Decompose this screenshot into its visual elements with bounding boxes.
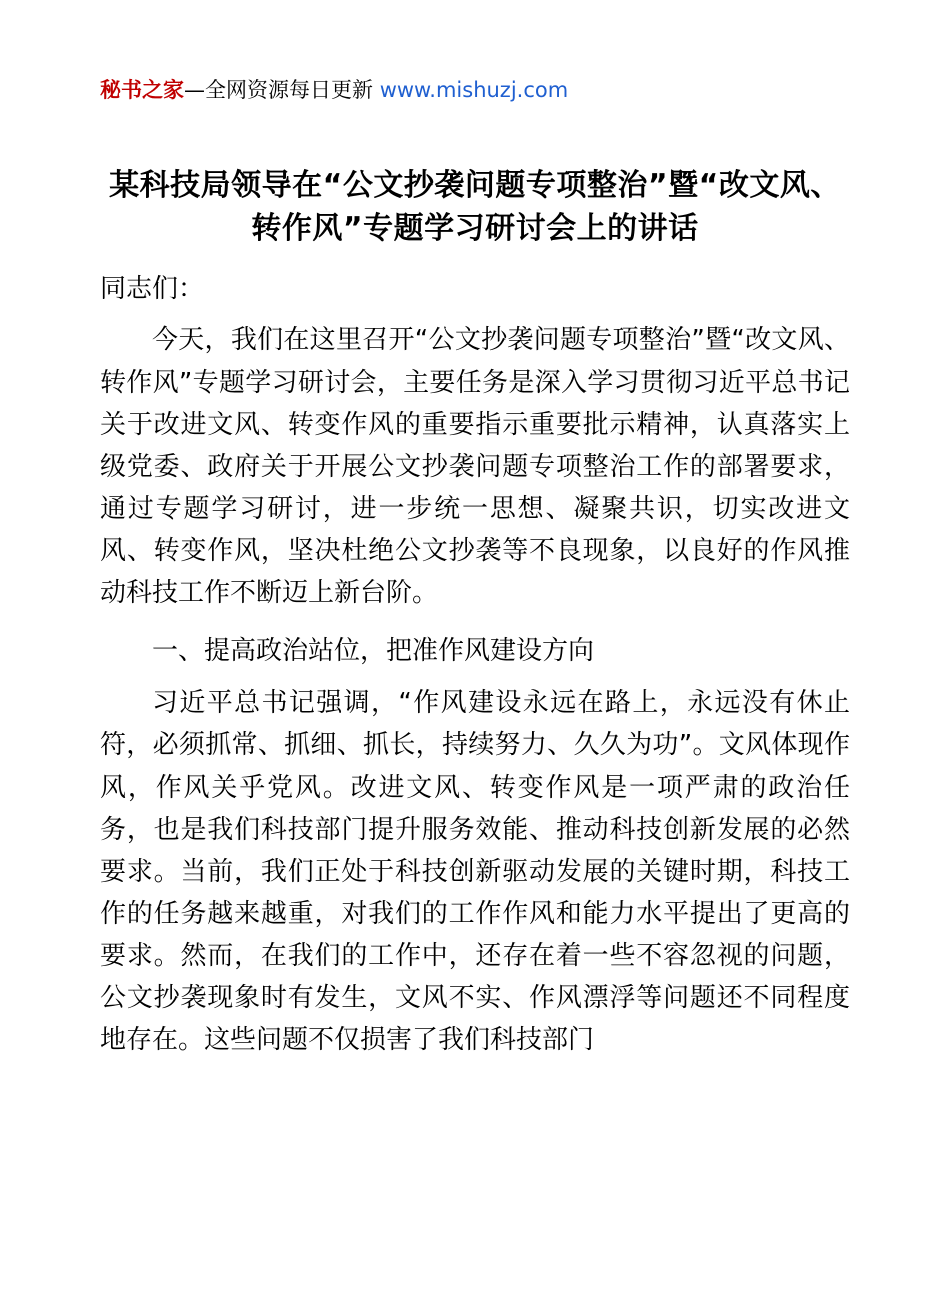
document-page (0, 78, 950, 1308)
intro-paragraph: 今天，我们在这里召开“公文抄袭问题专项整治”暨“改文风、转作风”专题学习研讨会，主要任务是深入学习贯彻习近平总书记关于改进文风、转变作风的重要指示重要批示精神，认真落实上级党委、政府关于开展公文抄袭问题专项整治工作的部署要求，通过专题学习研讨，进一步统一思想、凝聚共识，切实改进文风、转变作风，坚决杜绝公文抄袭等不良现象，以良好的作风推动科技工作不断迈上新台阶。 (100, 325, 850, 609)
watermark-brand: 秘书之家 (100, 78, 184, 102)
watermark-banner (100, 78, 850, 103)
watermark-middle-text: —全网资源每日更新 (184, 78, 380, 102)
section-one-paragraph: 习近平总书记强调，“作风建设永远在路上，永远没有休止符，必须抓常、抓细、抓长，持续努力、久久为功”。文风体现作风，作风关乎党风。改进文风、转变作风是一项严肃的政治任务，也是我们科技部门提升服务效能、推动科技创新发展的必然要求。当前，我们正处于科技创新驱动发展的关键时期，科技工作的任务越来越重，对我们的工作作风和能力水平提出了更高的要求。然而，在我们的工作中，还存在着一些不容忽视的问题，公文抄袭现象时有发生，文风不实、作风漂浮等问题还不同程度地存在。这些问题不仅损害了我们科技部门 (100, 688, 850, 1056)
watermark-url[interactable]: www.mishuzj.com (379, 78, 569, 102)
section-heading-one: 一、提高政治站位，把准作风建设方向 (152, 636, 595, 667)
salutation: 同志们： (100, 274, 205, 305)
page-title: 某科技局领导在“公文抄袭问题专项整治”暨“改文风、转作风”专题学习研讨会上的讲话 (109, 168, 841, 246)
